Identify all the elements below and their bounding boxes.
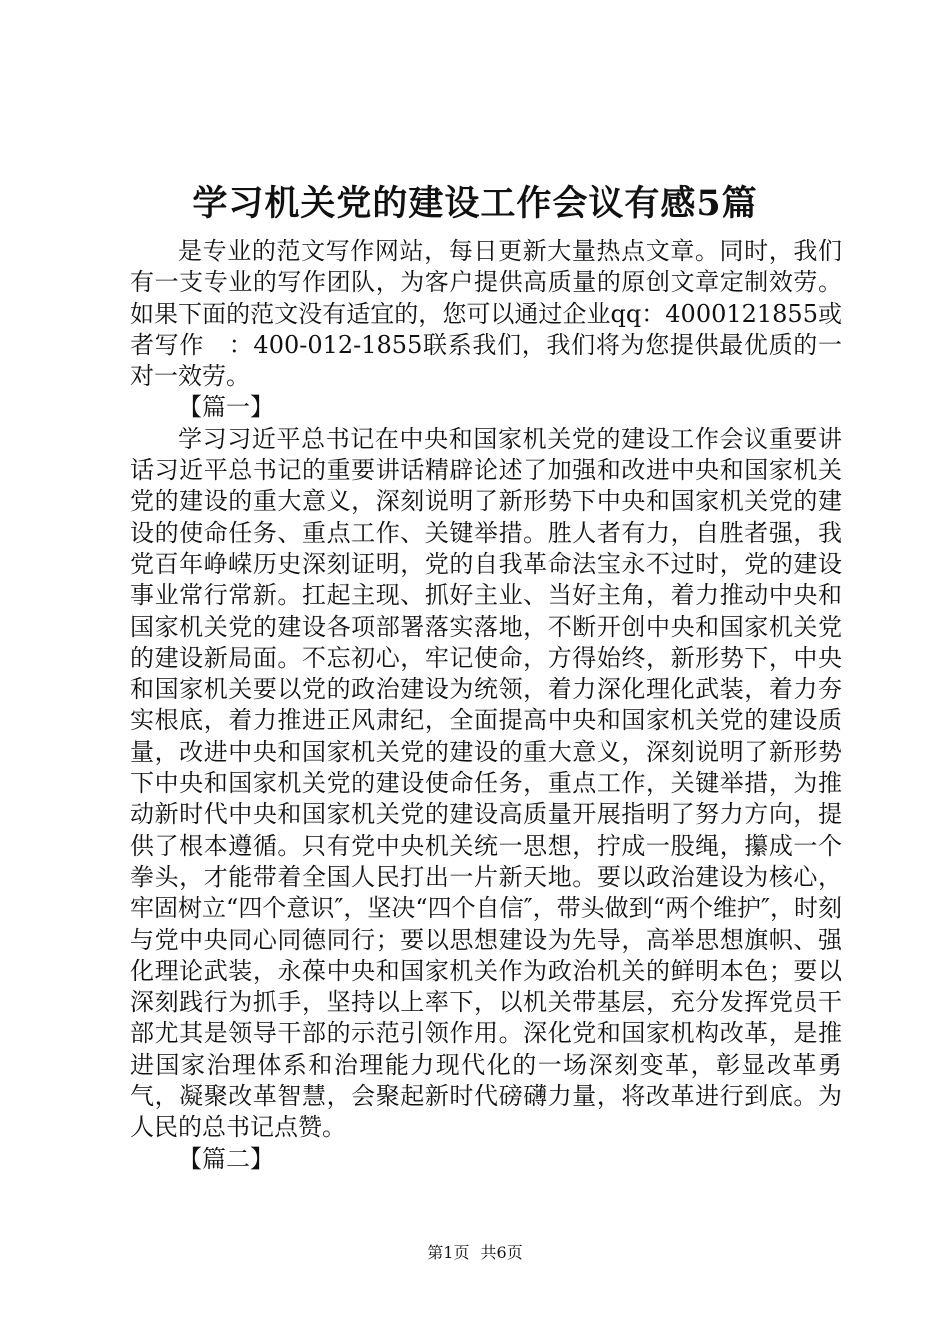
intro-paragraph: 是专业的范文写作网站，每日更新大量热点文章。同时，我们有一支专业的写作团队，为客户提供高质量的原创文章定制效劳。如果下面的范文没有适宜的，您可以通过企业qq：4000121855或者写作 ：400-012-1855联系我们，我们将为您提供最优质的一对一效劳。 (130, 237, 842, 391)
document-body (130, 236, 842, 1175)
section-2-heading: 【篇二】 (178, 1144, 274, 1173)
section-1-paragraph: 学习习近平总书记在中央和国家机关党的建设工作会议重要讲话习近平总书记的重要讲话精辟论述了加强和改进中央和国家机关党的建设的重大意义，深刻说明了新形势下中央和国家机关党的建设的使命任务、重点工作、关键举措。胜人者有力，自胜者强，我党百年峥嵘历史深刻证明，党的自我革命法宝永不过时，党的建设事业常行常新。扛起主现、抓好主业、当好主角，着力推动中央和国家机关党的建设各项部署落实落地，不断开创中央和国家机关党的建设新局面。不忘初心，牢记使命，方得始终，新形势下，中央和国家机关要以党的政治建设为统领，着力深化理化武装，着力夯实根底，着力推进正风肃纪，全面提高中央和国家机关党的建设质量，改进中央和国家机关党的建设的重大意义，深刻说明了新形势下中央和国家机关党的建设使命任务，重点工作，关键举措，为推动新时代中央和国家机关党的建设高质量开展指明了努力方向，提供了根本遵循。只有党中央机关统一思想，拧成一股绳，攥成一个拳头，才能带着全国人民打出一片新天地。要以政治建设为核心，牢固树立“四个意识″，坚决“四个自信″，带头做到“两个维护″，时刻与党中央同心同德同行；要以思想建设为先导，高举思想旗帜、强化理论武装，永葆中央和国家机关作为政治机关的鲜明本色；要以深刻践行为抓手，坚持以上率下，以机关带基层，充分发挥党员干部尤其是领导干部的示范引领作用。深化党和国家机构改革，是推进国家治理体系和治理能力现代化的一场深刻变革，彰显改革勇气，凝聚改革智慧，会聚起新时代磅礴力量，将改革进行到底。为人民的总书记点赞。 (130, 424, 842, 1142)
page-footer (0, 1242, 950, 1264)
section-1-heading: 【篇一】 (178, 393, 274, 422)
page-total: 共6页 (480, 1243, 523, 1262)
page-number: 第1页 (427, 1243, 470, 1262)
document-title: 学习机关党的建设工作会议有感5篇 (192, 183, 758, 224)
